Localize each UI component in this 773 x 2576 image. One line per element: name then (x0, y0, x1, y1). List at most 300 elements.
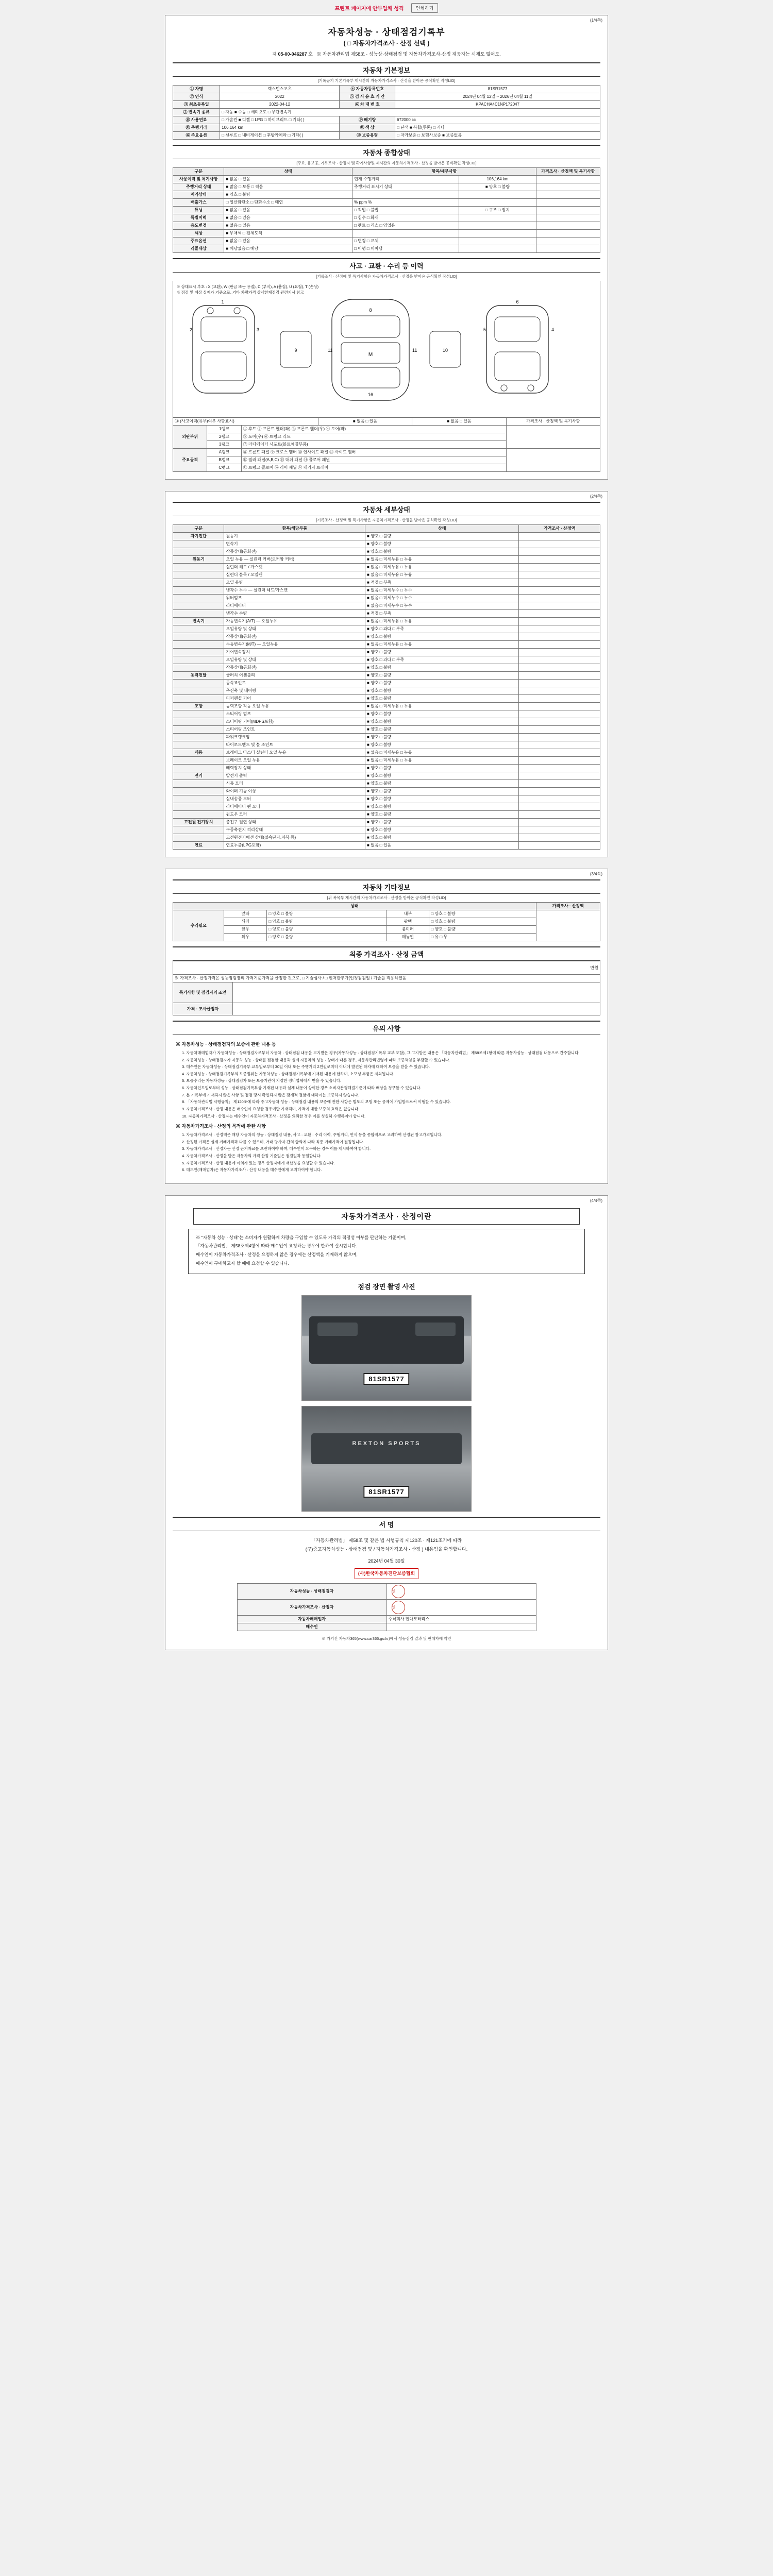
detail-category (173, 649, 224, 656)
table-row (173, 1003, 600, 1015)
detail-price (519, 533, 600, 540)
etc-value-left: □ 양호 □ 불량 (267, 910, 386, 918)
detail-category (173, 695, 224, 703)
detail-state: ■ 양호 □ 불량 (365, 649, 519, 656)
price-definition-body (188, 1229, 585, 1274)
detail-item: 고전원전기배선 상태(접속단자,피복 등) (224, 834, 365, 842)
etc-key-right: 내부 (386, 910, 429, 918)
org-badge: (사)한국자동차진단보증협회 (355, 1568, 418, 1579)
detail-state: ■ 양호 □ 불량 (365, 765, 519, 772)
overall-col-2: 항목/세부사항 (352, 168, 536, 176)
etc-col-head-right: 가격조사 · 산정액 (536, 903, 600, 910)
detail-category (173, 641, 224, 649)
remarks-label: 특기사항 및 점검자의 조언 (173, 982, 233, 1003)
mileage-label: ⑩ 주행거리 (173, 124, 220, 132)
photo-section-title: 점검 장면 촬영 사진 (358, 1283, 415, 1291)
parts-items: ⑦ 라디에이터 서포트(볼트체결부품) (241, 441, 506, 449)
table-row (173, 703, 600, 710)
detail-state: ■ 양호 □ 불량 (365, 819, 519, 826)
detail-state: ■ 양호 □ 불량 (365, 672, 519, 680)
detail-state: ■ 없음 □ 미세누수 □ 누수 (365, 602, 519, 610)
detail-state: ■ 없음 □ 미세누수 □ 누수 (365, 595, 519, 602)
signature-role-value (386, 1623, 536, 1631)
table-row (173, 803, 600, 811)
overall-category: 리콜대상 (173, 245, 224, 253)
transmission-label: ⑦ 변속기 종류 (173, 109, 220, 116)
detail-item: 오일 유량 (224, 579, 365, 587)
overall-remark (536, 214, 600, 222)
signature-table (237, 1583, 536, 1631)
detail-category: 동력전달 (173, 672, 224, 680)
detail-price (519, 819, 600, 826)
table-row (173, 961, 600, 975)
overall-category: 사용이력 및 특기사항 (173, 176, 224, 183)
cautions-item: 10. 자동차가격조사 · 산정자는 매수인이 자동차가격조사 · 산정을 의뢰한 경우 이를 성실히 수행하여야 합니다. (182, 1113, 366, 1118)
accident-bottom-note: 가격조사 · 산정액 및 목기사항 (506, 418, 600, 426)
detail-state: ■ 양호 □ 불량 (365, 710, 519, 718)
table-row (173, 695, 600, 703)
table-row (173, 975, 600, 982)
docno-law: ※ 자동차관리법 제58조 · 성능상·상태점검 및 자동차가격조사·산정 제공자는 시제도 없어도. (316, 52, 501, 57)
detail-item: 실린더 헤드 / 가스켓 (224, 564, 365, 571)
detail-item: 추진축 및 베어링 (224, 687, 365, 695)
table-row (173, 618, 600, 625)
detail-price (519, 803, 600, 811)
overall-remark (536, 207, 600, 214)
transmission-value: □ 자동 ■ 수동 □ 세미오토 □ 무단변속기 (220, 109, 600, 116)
cautions-item: 9. 자동차가격조사 · 산정 내용은 매수인이 요청한 경우에만 기재되며, 가격에 대한 보증의 효력은 없습니다. (182, 1106, 360, 1111)
options-value: □ 선루프 □ 내비게이션 □ 후방카메라 □ 기타( ) (220, 132, 340, 140)
cautions-item: 4. 자동차성능 · 상태점검기록부의 보증범위는 자동차성능 · 상태점검기록부에 기재된 내용에 한하며, 소모성 부품은 제외됩니다. (182, 1071, 394, 1076)
detail-item: 윈도우 모터 (224, 811, 365, 819)
parts-rank: 1랭크 (207, 426, 241, 433)
etc-value-left: □ 양호 □ 불량 (267, 934, 386, 941)
table-row (173, 641, 600, 649)
detail-price (519, 618, 600, 625)
detail-price (519, 680, 600, 687)
detail-category (173, 780, 224, 788)
overall-remark (536, 245, 600, 253)
detail-item: 실내송풍 모터 (224, 795, 365, 803)
detail-item: 타이로드엔드 및 볼 조인트 (224, 741, 365, 749)
print-topbar (165, 0, 608, 15)
detail-item: 변속기 (224, 540, 365, 548)
page-subtitle: ( □ 자동차가격조사 · 산정 선택 ) (343, 40, 430, 47)
accident-bottom-table (173, 417, 600, 426)
overall-state: ■ 없음 □ 있음 (224, 222, 352, 230)
detail-price (519, 741, 600, 749)
detail-category (173, 788, 224, 795)
section-detail-note: [기록조사 · 산정액 및 특기사항은 자동차가격조사 · 산정을 받아온 공식확인 작성LID] (316, 518, 457, 522)
year-value: 2022 (220, 93, 340, 101)
overall-detail (352, 230, 459, 238)
detail-price (519, 579, 600, 587)
overall-remark (536, 176, 600, 183)
detail-price (519, 826, 600, 834)
overall-col-3: 가격조사 · 산정액 및 목기사항 (536, 168, 600, 176)
overall-remark (536, 191, 600, 199)
detail-category (173, 795, 224, 803)
detail-item: 스티어링 기어(MDPS포함) (224, 718, 365, 726)
detail-price (519, 548, 600, 556)
table-row (173, 602, 600, 610)
signature-date: 2024년 04월 30일 (368, 1558, 405, 1564)
detail-category (173, 664, 224, 672)
table-header-row (173, 525, 600, 533)
svg-text:10: 10 (442, 348, 448, 353)
etc-key-left: 앞우 (224, 926, 267, 934)
overall-category: 배출가스 (173, 199, 224, 207)
plate-number-front: 81SR1577 (363, 1373, 409, 1385)
etc-key-left: 앞좌 (224, 910, 267, 918)
detail-category (173, 710, 224, 718)
table-row (173, 556, 600, 564)
detail-item: 오일유량 및 상태 (224, 656, 365, 664)
table-header-row (173, 168, 600, 176)
detail-item: 구동축전지 격리상태 (224, 826, 365, 834)
detail-category (173, 571, 224, 579)
table-row (173, 811, 600, 819)
damage-diagram (173, 281, 600, 417)
table-row (173, 132, 600, 140)
cautions-item: 6. 자동차인도일로부터 성능 · 상태점검기록부상 기재된 내용과 실제 내용이 상이한 경우 소비자분쟁해결기준에 따라 배상을 청구할 수 있습니다. (182, 1086, 422, 1091)
overall-value (459, 222, 536, 230)
detail-item: 디퍼렌셜 기어 (224, 695, 365, 703)
detail-price (519, 734, 600, 741)
signature-role-label: 자동차매매업자 (237, 1615, 386, 1623)
detail-category (173, 595, 224, 602)
parts-items: ⑤ 도어(우) ⑥ 트렁크 리드 (241, 433, 506, 441)
detail-price (519, 695, 600, 703)
fuel-label: ⑧ 사용연료 (173, 116, 220, 124)
parts-remark (506, 449, 600, 472)
table-row (173, 595, 600, 602)
detail-state: ■ 적정 □ 부족 (365, 610, 519, 618)
table-row (173, 426, 600, 433)
options-label: ⑫ 주요옵션 (173, 132, 220, 140)
detail-item: 라디에이터 (224, 602, 365, 610)
reg-value: 81SR1577 (395, 86, 600, 93)
etc-price (536, 910, 600, 941)
mileage-value: 106,164 km (220, 124, 340, 132)
detail-category (173, 587, 224, 595)
price-definition-line: 「자동차관리법」 제58조제4항에 따라 매수인이 요청하는 경우에 한하여 실시합니다. (196, 1243, 357, 1249)
detail-price (519, 649, 600, 656)
detail-state: ■ 양호 □ 불량 (365, 687, 519, 695)
remarks-table (173, 982, 600, 1015)
svg-text:5: 5 (483, 327, 486, 332)
detail-price (519, 834, 600, 842)
etc-value-left: □ 양호 □ 불량 (267, 926, 386, 934)
table-row (173, 842, 600, 850)
detail-state: ■ 양호 □ 불량 (365, 548, 519, 556)
section-basic-title: 자동차 기본정보 (173, 62, 600, 77)
detail-item: 와이퍼 기능 이상 (224, 788, 365, 795)
table-row (173, 124, 600, 132)
detail-category (173, 680, 224, 687)
table-row (173, 571, 600, 579)
overall-value: ■ 양호 □ 불량 (459, 183, 536, 191)
detail-category (173, 734, 224, 741)
parts-rank: 3랭크 (207, 441, 241, 449)
detail-category (173, 718, 224, 726)
table-row (173, 116, 600, 124)
signature-area (173, 1536, 600, 1642)
detail-item: 브레이크 마스터 실린더 오일 누유 (224, 749, 365, 757)
print-button[interactable]: 인쇄하기 (411, 3, 439, 13)
detail-category (173, 633, 224, 641)
detail-state: ■ 없음 □ 미세누수 □ 누수 (365, 587, 519, 595)
signature-statement-1: 「자동차관리법」 제58조 및 같은 법 시행규칙 제120조 · 제121조기에 따라 (311, 1538, 462, 1544)
overall-state: ■ 없음 □ 있음 (224, 176, 352, 183)
detail-category: 원동기 (173, 556, 224, 564)
detail-category (173, 602, 224, 610)
table-row (173, 207, 600, 214)
table-row (173, 795, 600, 803)
detail-state: ■ 양호 □ 불량 (365, 734, 519, 741)
detail-item: 연료누출(LPG포함) (224, 842, 365, 850)
detail-price (519, 587, 600, 595)
cautions-item: 6. 매도인(매매업자)은 자동차가격조사 · 산정 내용을 매수인에게 고지하여야 합니다. (182, 1167, 322, 1173)
table-row (173, 564, 600, 571)
detail-category: 고전원 전기장치 (173, 819, 224, 826)
svg-text:11: 11 (328, 348, 333, 353)
overall-value (459, 199, 536, 207)
overall-detail (352, 191, 459, 199)
table-row (237, 1599, 536, 1615)
detail-category (173, 811, 224, 819)
parts-items: ① 후드 ② 프론트 휀더(좌) ③ 프론트 휀더(우) ④ 도어(좌) (241, 426, 506, 433)
detail-item: 스티어링 펌프 (224, 710, 365, 718)
svg-text:M: M (368, 352, 373, 358)
vin-label: ⑥ 차 대 번 호 (340, 101, 395, 109)
table-row (237, 1623, 536, 1631)
table-row (173, 633, 600, 641)
price-definition-line: ※ "자동차 성능 · 상태"는 소비자가 원활하게 차량을 구입할 수 있도록 가격의 적정성 여부를 판단하는 기준이며, (196, 1234, 407, 1240)
table-row (173, 625, 600, 633)
detail-item: 브레이크 오일 누유 (224, 757, 365, 765)
table-row (173, 449, 600, 456)
overall-detail: □ 적법 □ 불법 (352, 207, 459, 214)
docno-prefix: 제 (272, 52, 277, 57)
signature-title: 서 명 (173, 1517, 600, 1531)
detail-category (173, 656, 224, 664)
price-note: ※ 가격조사 · 산정가격은 성능점검장의 가격기준가격을 산정한 것으로, □ 기술심사 / □ 현저한추가(인정점검일 / 기술을 적용하였음 (173, 975, 600, 982)
table-row (173, 687, 600, 695)
price-section-title: 최종 가격조사 · 산정 금액 (173, 946, 600, 961)
cautions-item: 8. 「자동차관리법 시행규칙」 제120조에 따라 중고자동차 성능 · 상태점검 내용의 보증에 관한 사항은 별도의 보험 또는 공제에 가입함으로써 이행할 수 있습니다. (182, 1099, 451, 1105)
warranty-label: ⑬ 보증유형 (340, 132, 395, 140)
detail-state: ■ 없음 □ 미세누유 □ 누유 (365, 749, 519, 757)
parts-remark (506, 426, 600, 449)
detail-category (173, 757, 224, 765)
detail-category (173, 540, 224, 548)
car-diagram-svg (177, 295, 600, 406)
detail-item: 파워크랭크암 (224, 734, 365, 741)
table-row (173, 772, 600, 780)
overall-detail: □ 렌트 □ 리스 □ 영업용 (352, 222, 459, 230)
parts-items: ⑮ 트렁크 플로어 ⑯ 리어 패널 ⑰ 패키지 트레이 (241, 464, 506, 472)
overall-category: 용도변경 (173, 222, 224, 230)
overall-col-0: 구분 (173, 168, 224, 176)
detail-price (519, 811, 600, 819)
table-row (173, 718, 600, 726)
detail-category (173, 826, 224, 834)
detail-item: 동력조향 작동 오일 누유 (224, 703, 365, 710)
cautions-heading: ※ 자동차성능 · 상태점검자의 보증에 관한 내용 등 (176, 1042, 276, 1047)
detail-item: 자동변속기(A/T) — 오일누유 (224, 618, 365, 625)
etc-group-left: 수리필요 (173, 910, 224, 941)
price-definition-line: 매수인이 자동차가격조사 · 산정을 요청하지 않은 경우에는 산정액을 기재하지 않으며, (196, 1252, 358, 1258)
table-row (173, 734, 600, 741)
detail-price (519, 556, 600, 564)
detail-price (519, 687, 600, 695)
overall-value (459, 214, 536, 222)
vehicle-name-value: 렉스턴스포츠 (220, 86, 340, 93)
detail-state: ■ 양호 □ 불량 (365, 811, 519, 819)
detail-category: 전기 (173, 772, 224, 780)
detail-item: 시동 모터 (224, 780, 365, 788)
overall-state: ■ 양호 □ 불량 (224, 191, 352, 199)
overall-state: ■ 없음 □ 있음 (224, 207, 352, 214)
detail-col-2: 상태 (365, 525, 519, 533)
detail-state: ■ 없음 □ 미세누유 □ 누유 (365, 641, 519, 649)
svg-text:1: 1 (221, 299, 224, 304)
section-accident-title: 사고 · 교환 · 수리 등 이력 (173, 258, 600, 273)
detail-category (173, 548, 224, 556)
signature-footer: ※ 가기간 자동차365(www.car365.go.kr)에서 성능점검 결과 및 판매자에 약인 (322, 1636, 451, 1641)
table-row (173, 93, 600, 101)
price-definition-line: 매수인이 구매하고자 할 때에 요청할 수 있습니다. (196, 1260, 289, 1266)
overall-value (459, 191, 536, 199)
docno-value: 05-00-046287 (278, 52, 307, 57)
parts-rank: A랭크 (207, 449, 241, 456)
price-definition-title: 자동차가격조사 · 산정이란 (193, 1208, 580, 1225)
etc-table (173, 902, 600, 941)
detail-price (519, 641, 600, 649)
detail-state: ■ 없음 □ 미세누유 □ 누유 (365, 556, 519, 564)
detail-state: ■ 양호 □ 불량 (365, 772, 519, 780)
parts-group-name: 외판부위 (173, 426, 207, 449)
overall-state: ■ 없음 □ 있음 (224, 238, 352, 245)
detail-price (519, 842, 600, 850)
year-label: ② 연식 (173, 93, 220, 101)
detail-item: 발전기 출력 (224, 772, 365, 780)
table-row (173, 222, 600, 230)
page-4 (165, 1195, 608, 1650)
detail-item: 냉각수 누수 — 실린더 헤드/가스켓 (224, 587, 365, 595)
overall-remark (536, 238, 600, 245)
cautions-item: 5. 보증수리는 자동차성능 · 상태점검자 또는 보증기관이 지정한 정비업체에서 받을 수 있습니다. (182, 1078, 342, 1083)
overall-state-table (173, 167, 600, 253)
detail-category (173, 610, 224, 618)
signature-role-label: 매수인 (237, 1623, 386, 1631)
table-row (173, 710, 600, 718)
overall-value (459, 245, 536, 253)
section-etc-note: [위 복목부 제시간의 자동차가격조사 · 산정을 받아온 공식확인 작성LID] (327, 895, 446, 900)
detail-state: ■ 양호 □ 불량 (365, 680, 519, 687)
page-3 (165, 869, 608, 1184)
detail-col-1: 항목/해당부품 (224, 525, 365, 533)
detail-item: 냉각수 수량 (224, 610, 365, 618)
table-row (173, 726, 600, 734)
detail-price (519, 710, 600, 718)
firstreg-label: ③ 최초등록일 (173, 101, 220, 109)
detail-state: ■ 없음 □ 미세누유 □ 누유 (365, 571, 519, 579)
detail-item: 등속죠인트 (224, 680, 365, 687)
section-basic-note: [기록공기 기본기록부 제시간의 자동차가격조사 · 산정을 받아온 공식확인 작성LID] (317, 78, 456, 83)
detail-price (519, 703, 600, 710)
etc-key-right: 룸미러 (386, 926, 429, 934)
overall-detail: % ppm % (352, 199, 459, 207)
table-row (173, 548, 600, 556)
remarks-value (233, 982, 600, 1003)
overall-value: 106,164 km (459, 176, 536, 183)
color-label: ⑪ 색 상 (340, 124, 395, 132)
detail-price (519, 772, 600, 780)
table-row (173, 86, 600, 93)
overall-detail: 현재 주행거리 (352, 176, 459, 183)
detail-price (519, 757, 600, 765)
table-row (173, 587, 600, 595)
detail-state: ■ 없음 □ 있음 (365, 842, 519, 850)
detail-price (519, 595, 600, 602)
detail-state: ■ 양호 □ 불량 (365, 718, 519, 726)
etc-value-left: □ 양호 □ 불량 (267, 918, 386, 926)
table-row (173, 680, 600, 687)
detail-state: ■ 양호 □ 불량 (365, 540, 519, 548)
detail-col-0: 구분 (173, 525, 224, 533)
parts-rank: 2랭크 (207, 433, 241, 441)
detail-item: 오일 누유 — 실린더 커버(로커암 커버) (224, 556, 365, 564)
detail-price (519, 726, 600, 734)
topbar-notice: 프린트 페이지에 안부입체 성격 (334, 6, 404, 12)
parts-group-name: 주요골격 (173, 449, 207, 472)
reg-label: ④ 자동차등록번호 (340, 86, 395, 93)
overall-state: ■ 무채색 □ 전체도색 (224, 230, 352, 238)
diagram-legend-1: ※ 상태표시 부호 : X (교환), W (판금 또는 용접), C (부식), A (흠집), U (요철), T (손상) (176, 284, 319, 289)
parts-rank: B랭크 (207, 456, 241, 464)
overall-state: ■ 없음 □ 있음 (224, 214, 352, 222)
detail-state: ■ 양호 □ 불량 (365, 834, 519, 842)
detail-price (519, 602, 600, 610)
detail-category (173, 765, 224, 772)
detail-item: 작동상태(공회전) (224, 664, 365, 672)
page-1 (165, 15, 608, 480)
detail-state: ■ 없음 □ 미세누유 □ 누유 (365, 757, 519, 765)
page-number-3: (3/4쪽) (590, 872, 602, 876)
detail-price (519, 664, 600, 672)
overall-category: 주행거리 상태 (173, 183, 224, 191)
overall-remark (536, 230, 600, 238)
table-row (173, 418, 600, 426)
etc-col-head: 상태 (173, 903, 536, 910)
plate-number-rear: 81SR1577 (363, 1486, 409, 1498)
detail-category: 변속기 (173, 618, 224, 625)
table-row (173, 765, 600, 772)
overall-detail: □ 변경 □ 교체 (352, 238, 459, 245)
table-row (173, 826, 600, 834)
page-2 (165, 491, 608, 857)
detail-category (173, 741, 224, 749)
table-row (173, 910, 600, 918)
photo-front (301, 1295, 472, 1401)
svg-text:3: 3 (257, 327, 260, 332)
svg-text:9: 9 (294, 348, 297, 353)
table-header-row (173, 903, 600, 910)
detail-state: ■ 양호 □ 불량 (365, 726, 519, 734)
detail-category (173, 803, 224, 811)
